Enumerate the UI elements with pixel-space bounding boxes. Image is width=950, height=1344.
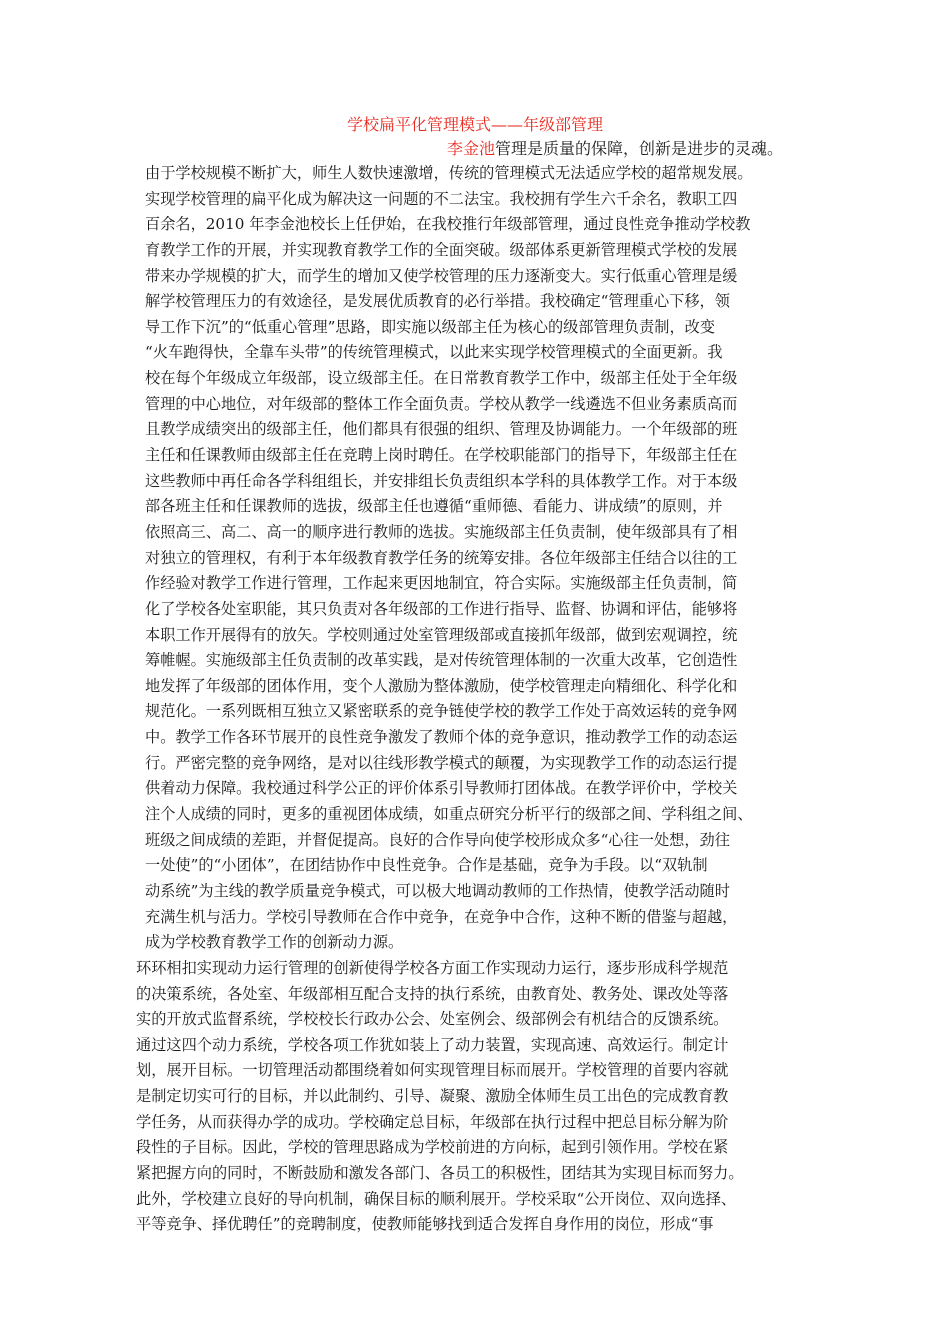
body-line: 依照高三、高二、高一的顺序进行教师的选拔。实施级部主任负责制，使年级部具有了相 [145,522,738,541]
body-line: 管理的中心地位，对年级部的整体工作全面负责。学校从教学一线遴选不但业务素质高而 [145,394,738,413]
body-line: 充满生机与活力。学校引导教师在合作中竞争，在竞争中合作，这种不断的借鉴与超越， [145,907,738,926]
body-line: 行。严密完整的竞争网络，是对以往线形教学模式的颠覆，为实现教学工作的动态运行提 [145,753,738,772]
document-title: 学校扁平化管理模式——年级部管理 [346,115,603,134]
body-line: 此外，学校建立良好的导向机制，确保目标的顺利展开。学校采取“公开岗位、双向选择、 [136,1189,737,1208]
body-line: 对独立的管理权，有利于本年级教育教学任务的统筹安排。各位年级部主任结合以往的工 [145,548,738,567]
document-body [0,161,950,1238]
byline [447,137,783,161]
body-line: 育教学工作的开展，并实现教育教学工作的全面突破。级部体系更新管理模式学校的发展 [145,240,738,259]
body-line: 化了学校各处室职能，其只负责对各年级部的工作进行指导、监督、协调和评估，能够将 [145,599,738,618]
body-line: 部各班主任和任课教师的选拔，级部主任也遵循“重师德、看能力、讲成绩”的原则，并 [145,497,723,516]
body-line: 注个人成绩的同时，更多的重视团体成绩，如重点研究分析平行的级部之间、学科组之间、 [145,805,753,824]
body-line: 中。教学工作各环节展开的良性竞争激发了教师个体的竞争意识，推动教学工作的动态运 [145,728,738,747]
body-line: 平等竞争、择优聘任”的竞聘制度，使教师能够找到适合发挥自身作用的岗位，形成“事 [136,1215,714,1234]
body-line: 环环相扣实现动力运行管理的创新使得学校各方面工作实现动力运行，逐步形成科学规范 [136,958,729,977]
body-line: 地发挥了年级部的团体作用，变个人激励为整体激励，使学校管理走向精细化、科学化和 [145,676,738,695]
body-line: 校在每个年级成立年级部，设立级部主任。在日常教育教学工作中，级部主任处于全年级 [145,369,738,388]
author-name: 李金池 [447,139,496,158]
body-line: 百余名，2010 年李金池校长上任伊始，在我校推行年级部管理，通过良性竞争推动学校教 [145,215,751,234]
body-line: 紧把握方向的同时，不断鼓励和激发各部门、各员工的积极性，团结其为实现目标而努力。 [136,1163,744,1182]
body-line: 是制定切实可行的目标，并以此制约、引导、凝聚、激励全体师生员工出色的完成教育教 [136,1087,729,1106]
body-line: 解学校管理压力的有效途径，是发展优质教育的必行举措。我校确定“管理重心下移，领 [145,292,730,311]
body-line: 班级之间成绩的差距，并督促提高。良好的合作导向使学校形成众多“心往一处想，劲往 [145,830,730,849]
body-line: 由于学校规模不断扩大，师生人数快速激增，传统的管理模式无法适应学校的超常规发展。 [145,164,753,182]
motto: 管理是质量的保障，创新是进步的灵魂。 [495,139,784,158]
body-line: 划，展开目标。一切管理活动都围绕着如何实现管理目标而展开。学校管理的首要内容就 [136,1061,729,1080]
body-line: 的决策系统，各处室、年级部相互配合支持的执行系统，由教育处、教务处、课改处等落 [136,984,729,1003]
body-line: 段性的子目标。因此，学校的管理思路成为学校前进的方向标，起到引领作用。学校在紧 [136,1138,729,1157]
body-line: 主任和任课教师由级部主任在竞聘上岗时聘任。在学校职能部门的指导下，年级部主任在 [145,446,738,465]
body-line: 动系统”为主线的教学质量竞争模式，可以极大地调动教师的工作热情，使教学活动随时 [145,881,730,900]
body-line: 筹帷幄。实施级部主任负责制的改革实践，是对传统管理体制的一次重大改革，它创造性 [145,651,738,670]
body-line: 这些教师中再任命各学科组组长，并安排组长负责组织本学科的具体教学工作。对于本级 [145,471,738,490]
body-line: 作经验对教学工作进行管理，工作起来更因地制宜，符合实际。实施级部主任负责制，简 [145,574,738,593]
body-line: 一处使”的“小团体”，在团结协作中良性竞争。合作是基础，竞争为手段。以“双轨制 [145,856,708,875]
body-line: 导工作下沉”的“低重心管理”思路，即实施以级部主任为核心的级部管理负责制，改变 [145,317,716,336]
body-line: 且教学成绩突出的级部主任，他们都具有很强的组织、管理及协调能力。一个年级部的班 [145,420,738,439]
body-line: 供着动力保障。我校通过科学公正的评价体系引导教师打团体战。在教学评价中，学校关 [145,779,738,798]
body-line: 本职工作开展得有的放矢。学校则通过处室管理级部或直接抓年级部，做到宏观调控，统 [145,625,738,644]
body-line: 学任务，从而获得办学的成功。学校确定总目标，年级部在执行过程中把总目标分解为阶 [136,1112,729,1131]
body-line: 规范化。一系列既相互独立又紧密联系的竞争链使学校的教学工作处于高效运转的竞争网 [145,702,738,721]
body-line: 实的开放式监督系统，学校校长行政办公会、处室例会、级部例会有机结合的反馈系统。 [136,1010,729,1029]
body-line: 通过这四个动力系统，学校各项工作犹如装上了动力装置，实现高速、高效运行。制定计 [136,1035,729,1054]
body-line: 带来办学规模的扩大，而学生的增加又使学校管理的压力逐渐变大。实行低重心管理是缓 [145,266,738,285]
body-line: 成为学校教育教学工作的创新动力源。 [145,933,404,952]
body-line: 实现学校管理的扁平化成为解决这一问题的不二法宝。我校拥有学生六千余名，教职工四 [145,189,738,208]
body-line: “火车跑得快，全靠车头带”的传统管理模式，以此来实现学校管理模式的全面更新。我 [145,343,723,362]
